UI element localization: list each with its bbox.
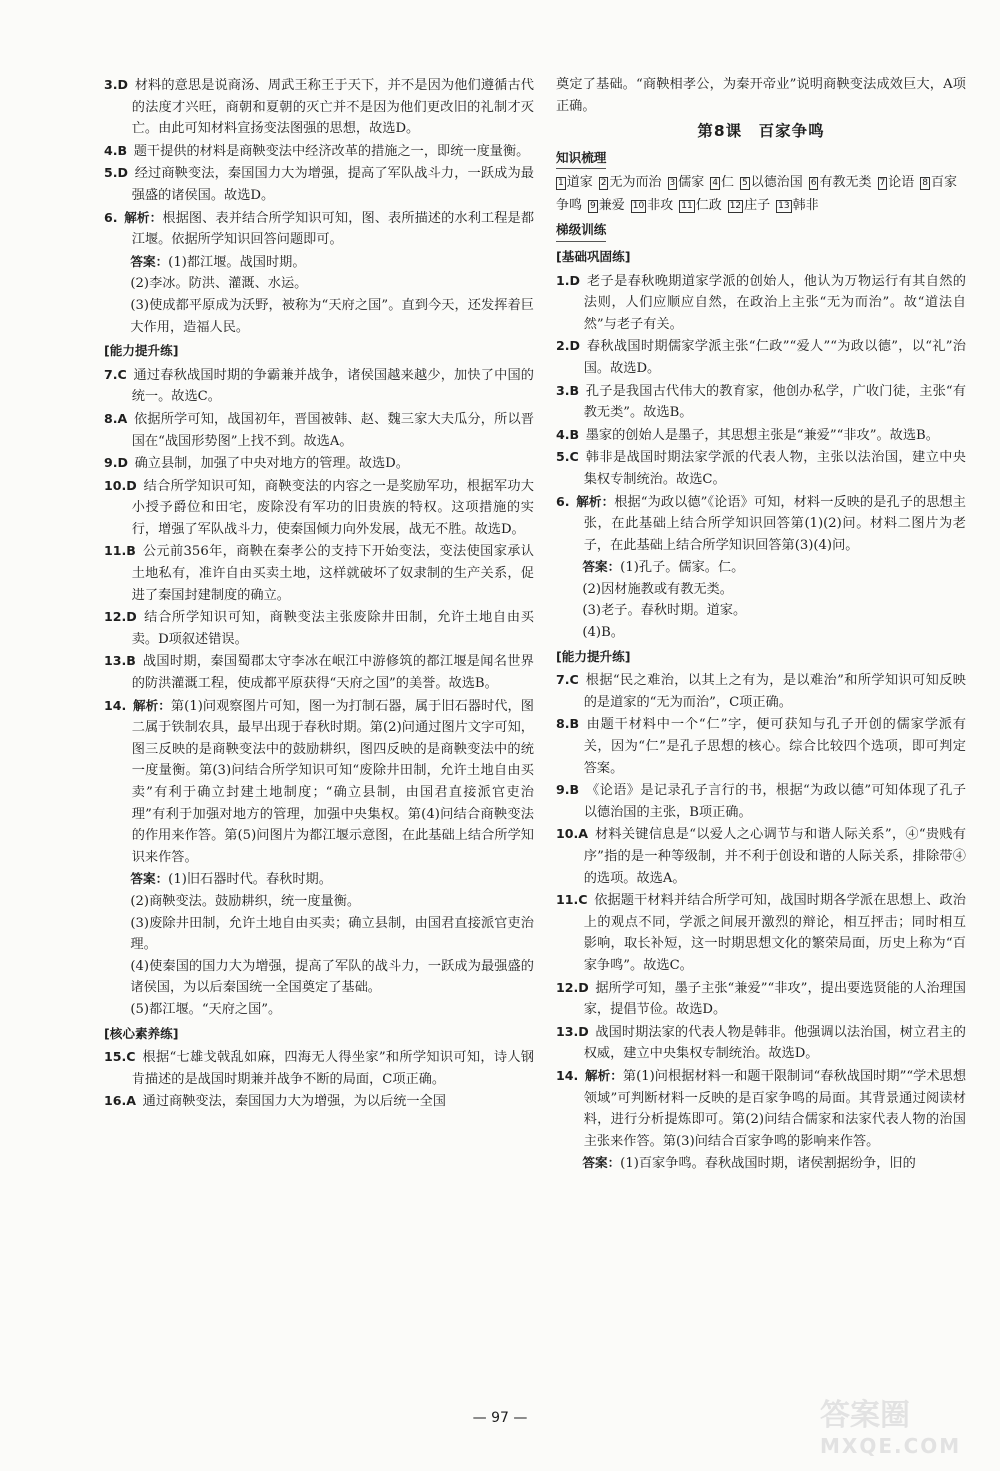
question-number: 9.B — [556, 782, 580, 798]
question-answer — [104, 408, 534, 452]
question-number: 15.C — [104, 1049, 136, 1065]
continued-answer: 奠定了基础。“商鞅相孝公，为秦开帝业”说明商鞅变法成效巨大，A项正确。 — [556, 77, 966, 114]
explanation-text: 战国时期，秦国蜀郡太守李冰在岷江中游修筑的都江堰是闻名世界的防洪灌溉工程，使成都平原获得“天府之国”的美誉。故选B。 — [131, 654, 534, 692]
question-number: 13.D — [556, 1023, 589, 1039]
explanation-text: 第(1)问根据材料一和题干限制词“春秋战国时期”“学术思想领域”可判断材料一反映的是百家争鸣的局面。其背景通过阅读材料，进行分析提炼即可。第(2)问结合儒家和法家代表人物的治国主张来作答。第(3)问结合百家争鸣的影响来作答。 — [583, 1068, 967, 1149]
knowledge-heading: 知识梳理 — [556, 147, 606, 170]
section-heading: [基础巩固练] — [556, 248, 631, 264]
explanation-text: 通过商鞅变法，秦国国力大为增强，为以后统一全国 — [142, 1094, 446, 1110]
lesson-title: 第8课 百家争鸣 — [697, 122, 825, 141]
knowledge-point-number: 11 — [681, 201, 693, 212]
question-answer — [556, 669, 966, 713]
question-answer — [104, 74, 534, 140]
explanation-text: 老子是春秋晚期道家学派的创始人，他认为万物运行有其自然的法则，人们应顺应自然，在政治上主张“无为而治”。故“道法自然”与老子有关。 — [583, 273, 966, 332]
question-number: 6. — [556, 493, 570, 509]
knowledge-point-text: 庄子 — [744, 198, 771, 214]
answer-label: 答案： — [130, 871, 169, 887]
question-number: 7.C — [556, 672, 579, 688]
knowledge-point-number: 10 — [632, 201, 645, 212]
question-answer — [556, 335, 966, 379]
question-number: 16.A — [104, 1093, 137, 1109]
question-answer — [556, 380, 966, 424]
explanation-text: 材料关键信息是“以爱人之心调节与和谐人际关系”，④“贵贱有序”指的是一种等级制，并不利于创设和谐的人际关系，排除带④的选项。故选A。 — [583, 827, 966, 886]
knowledge-point-text: 道家 — [566, 175, 593, 191]
explanation-text: 结合所学知识可知，商鞅变法主张废除井田制，允许土地自由买卖。D项叙述错误。 — [131, 610, 534, 647]
question-answer — [556, 1065, 966, 1152]
explanation-text: 第(1)问观察图片可知，图一为打制石器，属于旧石器时代，图二属于铁制农具，最早出现于春秋时期。第(2)问通过图片文字可知，图三反映的是商鞅变法中的鼓励耕织，图四反映的是商鞅变法中的统一度量衡。第(3)问结合所学知识可知“废除井田制，允许土地自由买卖”有利于确立封建土地制度；“确立县制，由国君直接派官吏治理”有利于加强对地方的管理，加强中央集权。第(4)问结合商鞅变法的作用来作答。第(5)问图片为都江堰示意图，在此基础上结合所学知识来作答。 — [131, 698, 534, 865]
page-number: — 97 — — [472, 1410, 528, 1426]
knowledge-point-number: 8 — [922, 178, 928, 189]
knowledge-point-number: 13 — [778, 201, 790, 212]
answer-block — [556, 1152, 966, 1175]
explanation-text: 春秋战国时期儒家学派主张“仁政”“爱人”“为政以德”，以“礼”治国。故选D。 — [583, 339, 966, 376]
explanation-text: 依据所学可知，战国初年，晋国被韩、赵、魏三家大夫瓜分，所以晋国在“战国形势图”上找不到。故选A。 — [131, 411, 534, 449]
knowledge-point — [878, 175, 915, 190]
knowledge-point-number: 1 — [558, 178, 564, 189]
knowledge-points — [556, 171, 966, 217]
analysis-label: 解析： — [124, 209, 163, 225]
question-answer — [104, 1090, 534, 1113]
answer-subitem: (3)老子。春秋时期。道家。 — [582, 603, 747, 619]
knowledge-point-text: 以德治国 — [750, 175, 803, 191]
watermark-url: MXQE.COM — [820, 1434, 962, 1458]
right-column — [556, 74, 966, 1175]
answer-subitem: (4)B。 — [582, 625, 624, 641]
answer-label: 答案： — [582, 559, 621, 575]
answer-block — [556, 556, 966, 579]
knowledge-point — [599, 175, 662, 190]
question-answer — [104, 162, 534, 206]
explanation-text: 经过商鞅变法，秦国国力大为增强，提高了军队战斗力，一跃成为最强盛的诸侯国。故选D。 — [131, 166, 534, 203]
explanation-text: 公元前356年，商鞅在秦孝公的支持下开始变法，变法使国家承认土地私有，准许自由买卖土地，这样就破坏了奴隶制的生产关系，促进了秦国封建制度的确立。 — [131, 544, 534, 603]
knowledge-point — [809, 175, 872, 190]
section-heading: [能力提升练] — [104, 343, 179, 359]
question-number: 3.B — [556, 382, 580, 398]
watermark — [820, 1398, 980, 1468]
question-number: 7.C — [104, 366, 127, 382]
knowledge-point-number: 5 — [742, 178, 748, 189]
answer-subitem: (5)都江堰。“天府之国”。 — [130, 1001, 282, 1017]
answer-subitem: (2)李冰。防洪、灌溉、水运。 — [130, 276, 308, 292]
question-answer — [104, 1046, 534, 1090]
tier-training-heading: 梯级训练 — [556, 219, 606, 242]
question-answer — [556, 424, 966, 447]
question-answer — [556, 491, 966, 557]
explanation-text: 通过春秋战国时期的争霸兼并战争，诸侯国越来越少，加快了中国的统一。故选C。 — [131, 367, 534, 405]
knowledge-point-text: 百家争鸣 — [556, 175, 957, 214]
knowledge-point-number: 2 — [600, 178, 607, 189]
answer-subitem: (2)商鞅变法。鼓励耕织，统一度量衡。 — [130, 893, 361, 909]
question-number: 8.A — [104, 410, 128, 426]
knowledge-point — [728, 198, 770, 213]
answer-subitem: (2)因材施教或有教无类。 — [582, 581, 733, 597]
knowledge-point-text: 儒家 — [678, 175, 705, 191]
question-answer — [556, 823, 966, 889]
question-number: 13.B — [104, 653, 136, 669]
explanation-text: 《论语》是记录孔子言行的书，根据“为政以德”可知体现了孔子以德治国的主张，B项正确。 — [583, 783, 966, 820]
question-number: 9.D — [104, 455, 129, 471]
explanation-text: 根据“七雄戈戟乱如麻，四海无人得坐家”和所学知识可知，诗人钢肯描述的是战国时期兼并战争不断的局面，C项正确。 — [131, 1050, 534, 1087]
explanation-text: 韩非是战国时期法家学派的代表人物，主张以法治国，建立中央集权专制统治。故选C。 — [583, 450, 966, 487]
knowledge-point-number: 3 — [669, 178, 676, 189]
answer-block — [104, 251, 534, 274]
knowledge-point — [776, 198, 818, 213]
question-answer — [104, 606, 534, 650]
knowledge-point-number: 7 — [879, 178, 886, 189]
explanation-text: 据所学可知，墨子主张“兼爱”“非攻”，提出要选贤能的人治理国家，提倡节俭。故选D。 — [583, 980, 966, 1018]
question-answer — [104, 650, 534, 694]
knowledge-point-number: 9 — [590, 201, 596, 212]
watermark-logo: 答案圈 — [820, 1398, 910, 1433]
question-number: 4.B — [104, 142, 128, 158]
knowledge-point — [631, 198, 673, 213]
question-answer — [104, 452, 534, 475]
knowledge-point-text: 非攻 — [647, 198, 674, 214]
knowledge-point-number: 4 — [712, 178, 718, 189]
section-heading: [能力提升练] — [556, 648, 631, 664]
question-number: 1.D — [556, 272, 581, 288]
question-number: 10.D — [104, 477, 137, 493]
knowledge-point — [740, 175, 803, 190]
section-heading: [核心素养练] — [104, 1025, 179, 1041]
knowledge-point-text: 仁政 — [695, 198, 722, 214]
answer-text: (1)都江堰。战国时期。 — [168, 254, 306, 270]
knowledge-point-text: 仁 — [720, 175, 734, 191]
explanation-text: 根据“为政以德”《论语》可知，材料一反映的是孔子的思想主张，在此基础上结合所学知识回答第(1)(2)问。材料二图片为老子，在此基础上结合所学知识回答第(3)(4)问。 — [583, 494, 966, 553]
question-number: 14. — [556, 1067, 579, 1083]
knowledge-point-number: 6 — [810, 178, 817, 189]
explanation-text: 依据题干材料并结合所学可知，战国时期各学派在思想上、政治上的观点不同，学派之间展开激烈的辩论，相互抨击；同时相互影响，取长补短，这一时期思想文化的繁荣局面，历史上称为“百家争鸣”。故选C。 — [583, 893, 966, 973]
answer-label: 答案： — [582, 1155, 621, 1171]
question-answer — [104, 140, 534, 163]
knowledge-point — [556, 175, 593, 190]
question-number: 14. — [104, 697, 127, 713]
question-number: 10.A — [556, 826, 589, 842]
question-number: 12.D — [556, 979, 589, 995]
question-number: 3.D — [104, 77, 129, 92]
explanation-text: 根据“民之难治，以其上之有为，是以难治”和所学知识可知反映的是道家的“无为而治”，C项正确。 — [583, 673, 966, 710]
explanation-text: 题干提供的材料是商鞅变法中经济改革的措施之一，即统一度量衡。 — [133, 143, 530, 159]
explanation-text: 由题干材料中一个“仁”字，便可获知与孔子开创的儒家学派有关，因为“仁”是孔子思想的核心。综合比较四个选项，即可判定答案。 — [583, 717, 966, 776]
explanation-text: 根据图、表并结合所学知识可知，图、表所描述的水利工程是都江堰。依据所学知识回答问题即可。 — [131, 210, 535, 248]
question-number: 6. — [104, 209, 118, 225]
question-answer — [556, 446, 966, 490]
question-answer — [104, 475, 534, 541]
question-answer — [556, 977, 966, 1021]
question-number: 8.B — [556, 716, 580, 732]
explanation-text: 确立县制，加强了中央对地方的管理。故选D。 — [134, 456, 409, 472]
analysis-label: 解析： — [584, 1067, 623, 1083]
knowledge-point-number: 12 — [729, 201, 742, 212]
question-answer — [104, 207, 534, 251]
answer-subitem: (4)使秦国的国力大为增强，提高了军队的战斗力，一跃成为最强盛的诸侯国，为以后秦国统一全国奠定了基础。 — [130, 958, 534, 996]
knowledge-point-text: 韩非 — [792, 198, 819, 214]
answer-subitem: (3)废除井田制，允许土地自由买卖；确立县制，由国君直接派官吏治理。 — [130, 915, 534, 953]
knowledge-point-text: 兼爱 — [598, 198, 625, 214]
question-answer — [104, 540, 534, 606]
answer-text: (1)百家争鸣。春秋战国时期，诸侯割据纷争，旧的 — [620, 1156, 916, 1172]
answer-text: (1)旧石器时代。春秋时期。 — [168, 872, 332, 888]
question-answer — [104, 364, 534, 408]
question-number: 11.C — [556, 892, 588, 908]
question-number: 12.D — [104, 609, 137, 625]
analysis-label: 解析： — [132, 697, 171, 713]
explanation-text: 孔子是我国古代伟大的教育家，他创办私学，广收门徒，主张“有教无类”。故选B。 — [583, 383, 966, 421]
left-column — [104, 74, 534, 1113]
right-answers — [556, 246, 966, 1175]
question-number: 2.D — [556, 338, 581, 354]
question-answer — [104, 695, 534, 869]
question-number: 11.B — [104, 543, 136, 559]
knowledge-point — [710, 175, 734, 190]
question-answer — [556, 270, 966, 336]
answer-subitem: (3)使成都平原成为沃野，被称为“天府之国”。直到今天，还发挥着巨大作用，造福人民。 — [130, 297, 534, 335]
knowledge-point — [668, 175, 705, 190]
question-number: 4.B — [556, 426, 580, 442]
explanation-text: 结合所学知识可知，商鞅变法的内容之一是奖励军功，根据军功大小授予爵位和田宅，废除没有军功的旧贵族的特权。这项措施的实行，增强了军队战斗力，使秦国倾力向外发展，战无不胜。故选D。 — [131, 478, 534, 537]
question-number: 5.D — [104, 165, 129, 181]
answer-text: (1)孔子。儒家。仁。 — [620, 560, 745, 576]
knowledge-point — [679, 198, 721, 213]
explanation-text: 战国时期法家的代表人物是韩非。他强调以法治国，树立君主的权威，建立中央集权专制统治。故选D。 — [583, 1024, 966, 1062]
question-answer — [556, 713, 966, 779]
answer-block — [104, 868, 534, 891]
question-answer — [556, 889, 966, 976]
question-number: 5.C — [556, 449, 579, 465]
explanation-text: 墨家的创始人是墨子，其思想主张是“兼爱”“非攻”。故选B。 — [585, 427, 939, 443]
analysis-label: 解析： — [576, 493, 615, 509]
question-answer — [556, 779, 966, 823]
question-answer — [556, 1021, 966, 1065]
knowledge-point-text: 论语 — [888, 175, 915, 191]
knowledge-point — [588, 198, 625, 213]
knowledge-point-text: 有教无类 — [819, 175, 872, 191]
explanation-text: 材料的意思是说商汤、周武王称王于天下，并不是因为他们遵循古代的法度才兴旺，商朝和夏朝的灭亡并不是因为他们更改旧的礼制才灭亡。由此可知材料宣扬变法图强的思想，故选D。 — [131, 78, 534, 137]
answer-label: 答案： — [130, 253, 169, 269]
knowledge-point-text: 无为而治 — [609, 175, 662, 191]
